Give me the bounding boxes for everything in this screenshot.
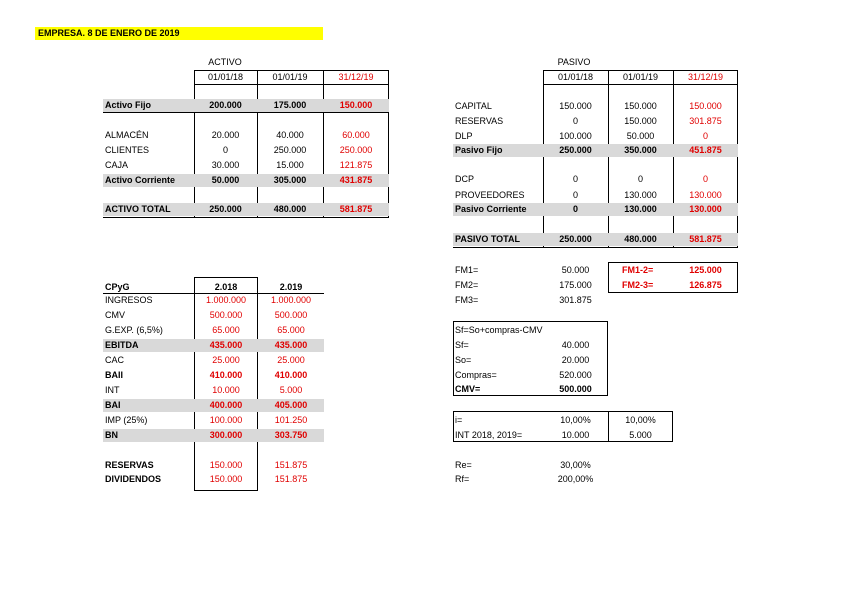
cell-cpyg-rows-4-v-0: 25.000 [212,355,240,365]
cell-cpyg-rows-11-v-1: 151.875 [274,474,308,484]
cell-fm-box-0-label: FM1-2= [622,265,654,275]
cell-activo-rows-4-label: Activo Corriente [105,175,176,185]
cell-pasivo-rows-7-label: PASIVO TOTAL [455,234,521,244]
cell-cpyg-rows-2-v-0: 65.000 [212,325,240,335]
grid-line [257,70,258,218]
cell-activo-rows-1-v-2: 60.000 [342,130,370,140]
cell-activo-rows-1-label: ALMACÉN [105,130,149,140]
cell-cpyg-rows-7-v-0: 400.000 [209,400,243,410]
cell-rates-0-value: 30,00% [560,460,591,470]
page-title: EMPRESA. 8 DE ENERO DE 2019 [38,28,180,38]
cell-pasivo-rows-5-v-1: 130.000 [624,190,657,200]
cell-cpyg-rows-2-label: G.EXP. (6,5%) [105,325,163,335]
cell-activo-rows-4-v-1: 305.000 [273,175,307,185]
cell-cpyg-rows-6-v-1: 5.000 [279,385,303,395]
cell-cpyg-rows-10-v-0: 150.000 [209,460,243,470]
cell-pasivo-rows-4-v-2: 0 [702,174,708,184]
cell-cpyg-rows-8-v-0: 100.000 [209,415,243,425]
cell-activo-rows-3-v-0: 30.000 [211,160,240,170]
grid-line [673,70,674,248]
grid-line [453,247,738,248]
grid-line [323,70,324,218]
cell-cmv-rows-2-label: Compras= [455,370,497,380]
cell-activo-rows-4-v-2: 431.875 [339,175,373,185]
cell-activo-rows-5-label: ACTIVO TOTAL [105,204,171,214]
cell-activo-rows-1-v-0: 20.000 [211,130,240,140]
cell-cmv-rows-0-label: Sf= [455,340,469,350]
cell-cpyg-rows-0-label: INGRESOS [105,295,153,305]
cell-activo-rows-4-v-0: 50.000 [211,175,240,185]
cell-activo-rows-3-v-2: 121.875 [339,160,373,170]
cell-pasivo-rows-0-v-0: 150.000 [559,101,592,111]
cell-interest-rows-0-v-1: 10,00% [625,415,656,425]
cell-activo-rows-2-v-1: 250.000 [273,145,307,155]
cell-interest-rows-0-label: i= [455,415,463,425]
cell-cpyg-years-1: 2.019 [279,282,303,292]
cell-pasivo-rows-0-label: CAPITAL [455,101,492,111]
cell-rates-1-label: Rf= [455,474,470,484]
cell-cmv-rows-1-label: So= [455,355,472,365]
pasivo-header: PASIVO [557,57,591,67]
cell-pasivo-rows-3-v-2: 451.875 [689,145,722,155]
cell-activo-rows-3-v-1: 15.000 [276,160,304,170]
cell-fm-rows-2-value: 301.875 [559,295,592,305]
cell-cmv-rows-0-value: 40.000 [561,340,590,350]
cpyg-header: CPyG [105,282,130,292]
cell-activo-rows-0-v-0: 200.000 [209,100,242,110]
cell-cpyg-rows-0-v-0: 1.000.000 [205,295,247,305]
cell-pasivo-rows-2-v-2: 0 [702,131,708,141]
cell-rates-0-label: Re= [455,460,472,470]
cell-pasivo-rows-3-label: Pasivo Fijo [455,145,503,155]
grid-line [608,70,609,248]
cell-cpyg-rows-8-label: IMP (25%) [105,415,148,425]
cell-cpyg-rows-10-label: RESERVAS [105,460,154,470]
cell-activo-rows-2-v-0: 0 [222,145,228,155]
cell-cpyg-rows-8-v-1: 101.250 [274,415,308,425]
cell-cpyg-rows-9-label: BN [105,430,118,440]
cell-pasivo-dates-1: 01/01/19 [622,72,659,82]
cell-cpyg-rows-6-v-0: 10.000 [212,385,240,395]
grid-line [103,217,389,218]
cell-pasivo-rows-6-v-2: 130.000 [689,204,722,214]
activo-row-label: Activo Fijo [105,100,152,110]
cell-fm-box-1-label: FM2-3= [622,280,654,290]
cell-fm-rows-2-label: FM3= [455,295,479,305]
cell-pasivo-rows-4-label: DCP [455,174,475,184]
cell-activo-rows-0-v-2: 150.000 [339,100,373,110]
cell-pasivo-dates-2: 31/12/19 [687,72,724,82]
cell-cpyg-rows-2-v-1: 65.000 [277,325,305,335]
cell-pasivo-rows-0-v-2: 150.000 [689,101,722,111]
cell-pasivo-rows-6-v-1: 130.000 [624,204,657,214]
cell-cpyg-rows-0-v-1: 1.000.000 [270,295,312,305]
cell-cpyg-rows-3-label: EBITDA [105,340,139,350]
cell-pasivo-rows-7-v-2: 581.875 [689,234,722,244]
cell-cpyg-rows-1-label: CMV [105,310,125,320]
activo-date-3: 31/12/19 [338,72,374,82]
activo-header: ACTIVO [208,57,242,67]
grid-line [103,293,324,294]
cell-pasivo-rows-2-label: DLP [455,131,473,141]
cell-pasivo-rows-5-v-2: 130.000 [689,190,722,200]
cell-pasivo-rows-2-v-0: 100.000 [559,131,592,141]
cell-pasivo-rows-6-label: Pasivo Corriente [455,204,527,214]
cell-pasivo-rows-1-label: RESERVAS [455,116,504,126]
cell-cmv-rows-1-value: 20.000 [561,355,590,365]
cell-pasivo-rows-7-v-1: 480.000 [624,234,657,244]
cell-cpyg-rows-9-v-0: 300.000 [209,430,243,440]
cell-fm-box-1-value: 126.875 [689,280,722,290]
cell-pasivo-rows-6-v-0: 0 [572,204,578,214]
cell-pasivo-rows-0-v-1: 150.000 [624,101,657,111]
cell-cpyg-rows-6-label: INT [105,385,120,395]
cell-pasivo-rows-5-label: PROVEEDORES [455,190,525,200]
cell-cpyg-rows-11-v-0: 150.000 [209,474,243,484]
cell-cpyg-rows-5-label: BAII [105,370,123,380]
cell-pasivo-dates-0: 01/01/18 [557,72,594,82]
cell-interest-rows-0-v-0: 10,00% [560,415,591,425]
cell-cpyg-years-0: 2.018 [214,282,238,292]
cell-fm-rows-0-label: FM1= [455,265,479,275]
cell-activo-rows-2-label: CLIENTES [105,145,150,155]
cell-activo-rows-2-v-2: 250.000 [339,145,373,155]
cell-activo-rows-1-v-1: 40.000 [276,130,304,140]
cell-cpyg-rows-1-v-0: 500.000 [209,310,243,320]
grid-line [103,112,389,113]
cell-interest-rows-1-v-0: 10.000 [561,430,590,440]
cell-cpyg-rows-3-v-1: 435.000 [274,340,308,350]
cell-activo-rows-5-v-1: 480.000 [273,204,307,214]
cell-cpyg-rows-10-v-1: 151.875 [274,460,308,470]
cell-fm-box-0-value: 125.000 [689,265,722,275]
cell-cpyg-rows-5-v-0: 410.000 [209,370,243,380]
cell-cpyg-rows-7-v-1: 405.000 [274,400,308,410]
cell-pasivo-rows-5-v-0: 0 [572,190,578,200]
cell-pasivo-rows-1-v-1: 150.000 [624,116,657,126]
cell-cpyg-rows-3-v-0: 435.000 [209,340,243,350]
activo-date-1: 01/01/18 [207,72,244,82]
cell-fm-rows-0-value: 50.000 [561,265,590,275]
cell-cpyg-rows-1-v-1: 500.000 [274,310,308,320]
cell-pasivo-rows-4-v-1: 0 [637,174,643,184]
cell-cmv-rows-3-label: CMV= [455,384,481,394]
cell-cpyg-rows-11-label: DIVIDENDOS [105,474,162,484]
cell-cpyg-rows-9-v-1: 303.750 [274,430,308,440]
activo-date-2: 01/01/19 [272,72,308,82]
cell-cmv-rows-3-value: 500.000 [559,384,592,394]
cell-cpyg-rows-7-label: BAI [105,400,121,410]
cell-rates-1-value: 200,00% [557,474,594,484]
cell-fm-rows-1-value: 175.000 [559,280,592,290]
cell-activo-rows-3-label: CAJA [105,160,129,170]
cell-pasivo-rows-1-v-0: 0 [572,116,578,126]
cell-cmv-formula: Sf=So+compras-CMV [455,325,543,335]
cell-pasivo-rows-7-v-0: 250.000 [559,234,592,244]
cell-fm-rows-1-label: FM2= [455,280,479,290]
cell-cpyg-rows-4-label: CAC [105,355,125,365]
cell-interest-rows-1-label: INT 2018, 2019= [455,430,523,440]
cell-activo-rows-5-v-0: 250.000 [209,204,242,214]
cell-pasivo-rows-2-v-1: 50.000 [626,131,655,141]
cell-cpyg-rows-4-v-1: 25.000 [277,355,305,365]
cell-cpyg-rows-5-v-1: 410.000 [274,370,308,380]
cell-activo-rows-0-v-1: 175.000 [273,100,307,110]
cell-pasivo-rows-3-v-0: 250.000 [559,145,592,155]
cell-pasivo-rows-4-v-0: 0 [572,174,578,184]
cell-activo-rows-5-v-2: 581.875 [339,204,373,214]
cell-interest-rows-1-v-1: 5.000 [629,430,652,440]
cell-pasivo-rows-3-v-1: 350.000 [624,145,657,155]
cell-cmv-rows-2-value: 520.000 [559,370,592,380]
cell-pasivo-rows-1-v-2: 301.875 [689,116,722,126]
